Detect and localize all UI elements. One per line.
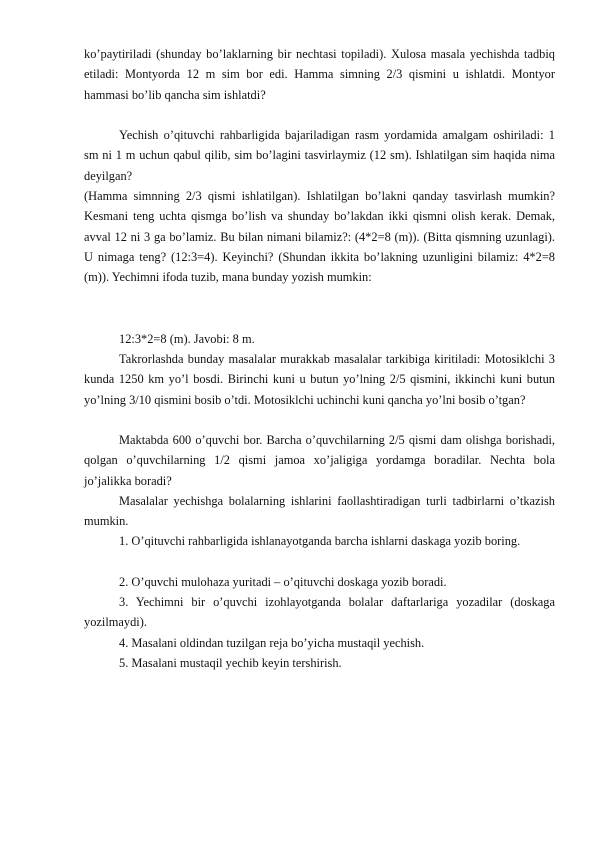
paragraph-answer: 12:3*2=8 (m). Javobi: 8 m.: [119, 332, 255, 346]
list-item-5: 5. Masalani mustaqil yechib keyin tershirish.: [119, 656, 342, 670]
list-item-3: 3. Yechimni bir o’quvchi izohlayotganda bolalar daftarlariga yozadilar (doskaga yozilmaydi).: [84, 595, 555, 630]
list-item-4: 4. Masalani oldindan tuzilgan reja bo’yicha mustaqil yechish.: [119, 636, 425, 650]
list-item-2: 2. O’quvchi mulohaza yuritadi – o’qituvchi doskaga yozib boradi.: [119, 575, 447, 589]
paragraph-solution-explanation: (Hamma simnning 2/3 qismi ishlatilgan). Ishlatilgan bo’lakni qanday tasvirlash mumkin? Kesmani teng uchta qismga bo’lish va shunday bo’lakdan ikki qismni olish kerak. Demak, avval 12 ni 3 ga bo’lamiz. Bu bilan nimani bilamiz?: (4*2=8 (m)). (Bitta qismning uzunlagi). U nimaga teng? (12:3=4). Keyinchi? (Shundan ikkita bo’lakning uzunligini bilamiz: 4*2=8 (m)). Yechimni ifoda tuzib, mana bunday yozish mumkin:: [84, 189, 555, 285]
paragraph-motorcyclist-problem: Takrorlashda bunday masalalar murakkab masalalar tarkibiga kiritiladi: Motosiklchi 3 kunda 1250 km yo’l bosdi. Birinchi kuni u butun yo’lning 2/5 qismini, ikkinchi kuni butun yo’lning 3/10 qismini bosib o’tdi. Motosiklchi uchinchi kuni qancha yo’lni bosib o’tgan?: [84, 352, 555, 407]
paragraph-montyor-problem: ko’paytiriladi (shunday bo’laklarning bir nechtasi topiladi). Xulosa masala yechishda tadbiq etiladi: Montyorda 12 m sim bor edi. Hamma simning 2/3 qismini u ishlatdi. Montyor hammasi bo’lib qancha sim ishlatdi?: [84, 47, 555, 102]
list-item-1: 1. O’qituvchi rahbarligida ishlanayotganda barcha ishlarni daskaga yozib boring.: [119, 534, 521, 548]
paragraph-solution-drawing: Yechish o’qituvchi rahbarligida bajariladigan rasm yordamida amalgam oshiriladi: 1 sm ni 1 m uchun qabul qilib, sim bo’lagini tasvirlaymiz (12 sm). Ishlatilgan sim haqida nima deyilgan?: [84, 128, 555, 183]
paragraph-activation-methods: Masalalar yechishga bolalarning ishlarini faollashtiradigan turli tadbirlarni o’tkazish mumkin.: [84, 494, 555, 529]
paragraph-school-problem: Maktabda 600 o’quvchi bor. Barcha o’quvchilarning 2/5 qismi dam olishga borishadi, qolgan o’quvchilarning 1/2 qismi jamoa xo’jaligiga yordamga boradilar. Nechta bola jo’jalikka boradi?: [84, 433, 555, 488]
